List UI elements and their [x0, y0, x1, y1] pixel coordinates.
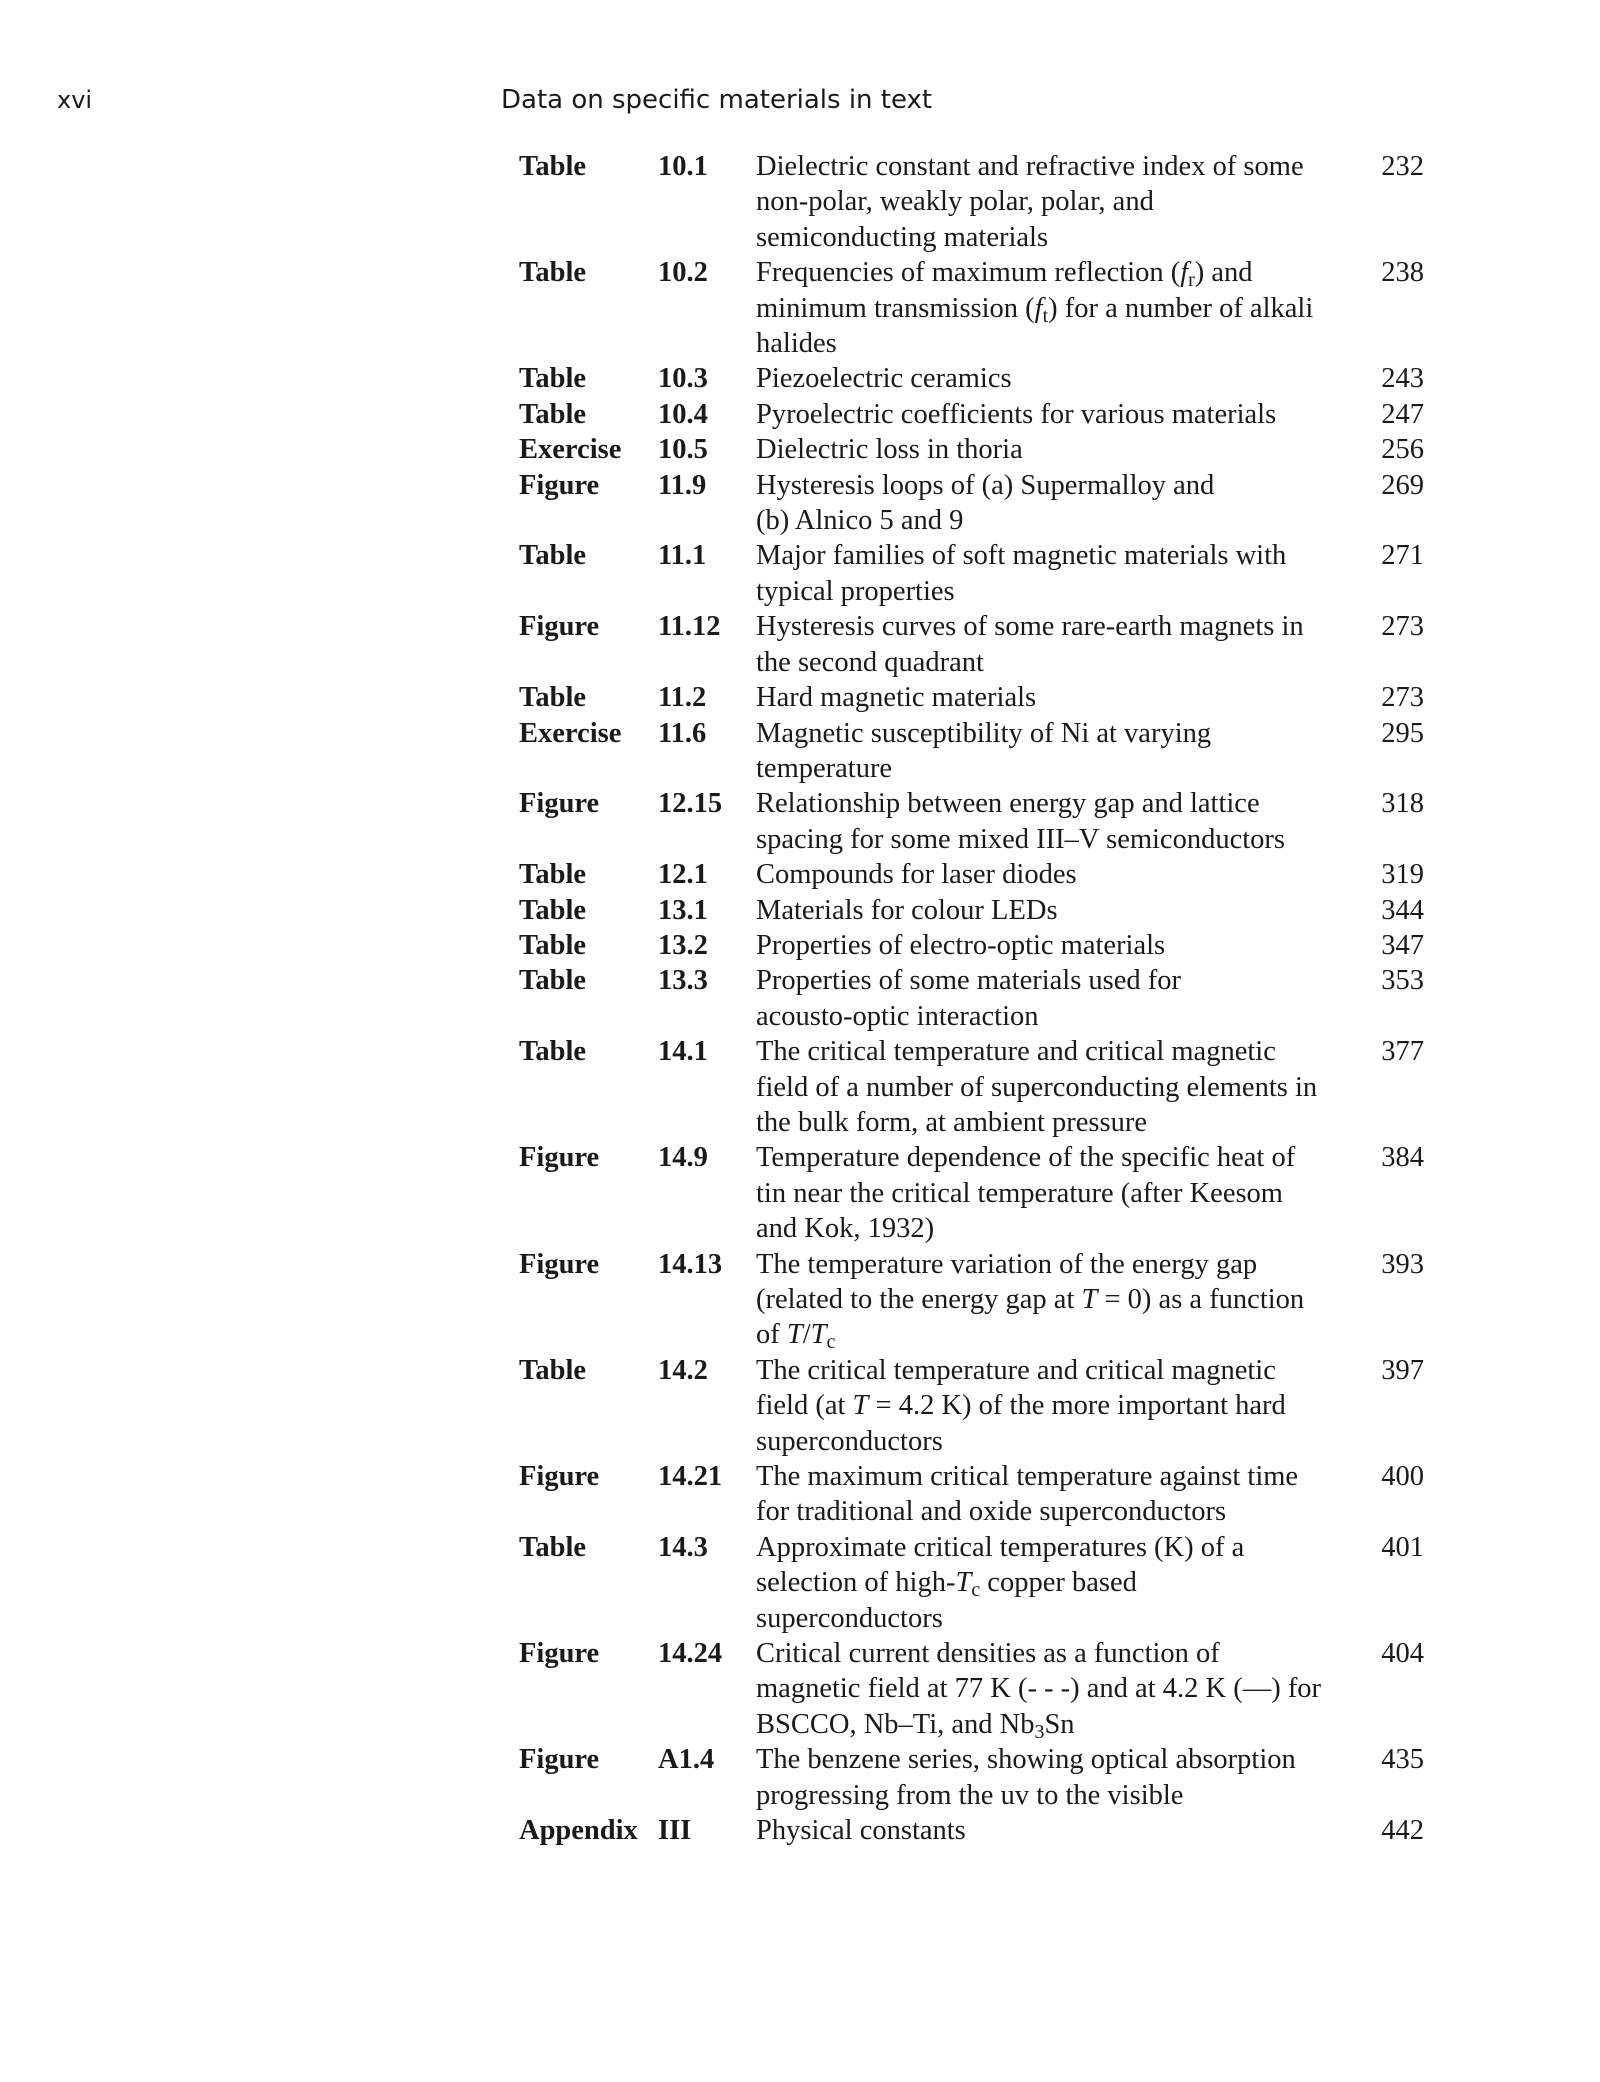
entry-page: 404 [1381, 1638, 1424, 1670]
entry-kind: Figure [519, 1142, 600, 1174]
entry-number: 13.3 [658, 965, 708, 997]
entry-kind: Figure [519, 611, 600, 643]
description-line: Frequencies of maximum reflection $(f_r)$ and [756, 257, 1253, 292]
description-line: (related to the energy gap at T = 0) as a function [756, 1284, 1305, 1315]
entry-page: 401 [1381, 1531, 1424, 1563]
entry-page: 442 [1381, 1815, 1424, 1847]
entry-description [756, 1034, 1348, 1140]
description-line: superconductors [756, 1425, 943, 1457]
list-item [519, 963, 1519, 1034]
description-line: The temperature variation of the energy gap [756, 1248, 1258, 1280]
entry-number: A1.4 [658, 1744, 715, 1776]
entry-number: 14.21 [658, 1461, 723, 1493]
entry-kind: Table [519, 1036, 587, 1068]
list-item [519, 1530, 1519, 1636]
entry-number: 11.6 [658, 717, 707, 749]
entry-page: 273 [1381, 611, 1424, 643]
entry-kind: Figure [519, 1461, 600, 1493]
description-line: Hysteresis loops of (a) Supermalloy and [756, 469, 1215, 501]
description-line: Materials for colour LEDs [756, 894, 1058, 926]
entry-description [756, 361, 1348, 396]
entry-number: 10.3 [658, 363, 708, 395]
description-line: of $T/T_c$ [756, 1319, 836, 1354]
entry-page: 344 [1381, 894, 1424, 926]
list-item [519, 468, 1519, 539]
list-item [519, 1459, 1519, 1530]
description-line: semiconducting materials [756, 221, 1049, 253]
entry-page: 397 [1381, 1354, 1424, 1386]
description-line: (b) Alnico 5 and 9 [756, 505, 964, 537]
description-line: for traditional and oxide superconductors [756, 1496, 1227, 1528]
description-line: tin near the critical temperature (after Keesom [756, 1177, 1283, 1209]
list-item [519, 255, 1519, 361]
entry-number: 14.3 [658, 1531, 708, 1563]
description-line: acousto-optic interaction [756, 1000, 1039, 1032]
entry-kind: Figure [519, 1638, 600, 1670]
entry-number: 11.1 [658, 540, 707, 572]
entry-description [756, 928, 1348, 963]
entry-number: 13.2 [658, 929, 708, 961]
description-line: Relationship between energy gap and lattice [756, 788, 1260, 820]
description-line: Piezoelectric ceramics [756, 363, 1012, 395]
entry-description [756, 786, 1348, 857]
list-item [519, 1247, 1519, 1353]
entry-description [756, 1459, 1348, 1530]
entry-page: 400 [1381, 1461, 1424, 1493]
description-line: spacing for some mixed III–V semiconductors [756, 823, 1285, 855]
page-number: xvi [57, 86, 93, 114]
entry-kind: Table [519, 682, 587, 714]
description-line: BSCCO, Nb–Ti, and $Nb_3Sn$ [756, 1708, 1075, 1743]
entry-page: 353 [1381, 965, 1424, 997]
entry-description [756, 538, 1348, 609]
description-line: field (at T = 4.2 K) of the more important hard [756, 1390, 1286, 1422]
entry-page: 295 [1381, 717, 1424, 749]
entry-description [756, 716, 1348, 787]
entry-kind: Table [519, 540, 587, 572]
description-line: Pyroelectric coefficients for various materials [756, 398, 1277, 430]
entry-description [756, 1813, 1348, 1848]
description-line: magnetic field at 77 K (- - -) and at 4.2 K (—) for [756, 1673, 1322, 1705]
entry-kind: Table [519, 1354, 587, 1386]
entry-number: 11.2 [658, 682, 707, 714]
list-item [519, 432, 1519, 467]
list-item [519, 1140, 1519, 1246]
entry-description [756, 1353, 1348, 1459]
list-item [519, 716, 1519, 787]
entry-page: 238 [1381, 257, 1424, 289]
description-line: Hard magnetic materials [756, 682, 1037, 714]
description-line: Temperature dependence of the specific heat of [756, 1142, 1296, 1174]
running-head: Data on specific materials in text [501, 85, 933, 115]
entry-description [756, 255, 1348, 361]
entry-kind: Exercise [519, 434, 622, 466]
entry-kind: Table [519, 398, 587, 430]
entry-page: 347 [1381, 929, 1424, 961]
entry-kind: Figure [519, 469, 600, 501]
description-line: minimum transmission $(f_t)$ for a number of alkali [756, 292, 1314, 327]
description-line: The critical temperature and critical magnetic [756, 1036, 1276, 1068]
entry-description [756, 1140, 1348, 1246]
entry-number: 14.24 [658, 1638, 723, 1670]
list-item [519, 609, 1519, 680]
entry-description [756, 963, 1348, 1034]
entry-number: 12.1 [658, 859, 708, 891]
description-line: superconductors [756, 1602, 943, 1634]
entry-page: 377 [1381, 1036, 1424, 1068]
description-line: field of a number of superconducting elements in [756, 1071, 1318, 1103]
entry-page: 393 [1381, 1248, 1424, 1280]
description-line: Major families of soft magnetic materials with [756, 540, 1287, 572]
list-item [519, 149, 1519, 255]
entry-page: 247 [1381, 398, 1424, 430]
entry-number: 14.2 [658, 1354, 708, 1386]
entry-number: 14.13 [658, 1248, 723, 1280]
entry-number: 10.5 [658, 434, 708, 466]
entry-number: III [658, 1815, 692, 1847]
entry-page: 269 [1381, 469, 1424, 501]
description-line: Dielectric constant and refractive index of some [756, 151, 1304, 182]
list-item [519, 893, 1519, 928]
entry-number: 14.9 [658, 1142, 708, 1174]
description-line: Properties of some materials used for [756, 965, 1182, 997]
entry-description [756, 397, 1348, 432]
entry-page: 384 [1381, 1142, 1424, 1174]
description-line: Properties of electro-optic materials [756, 929, 1166, 961]
entry-number: 10.2 [658, 257, 708, 289]
entry-description [756, 149, 1348, 255]
description-line: The critical temperature and critical magnetic [756, 1354, 1276, 1386]
entry-description [756, 432, 1348, 467]
description-line: Critical current densities as a function of [756, 1638, 1220, 1670]
entry-kind: Table [519, 363, 587, 395]
entry-page: 319 [1381, 859, 1424, 891]
entry-kind: Appendix [519, 1815, 638, 1847]
entry-number: 10.4 [658, 398, 708, 430]
entry-page: 256 [1381, 434, 1424, 466]
list-item [519, 1636, 1519, 1742]
entry-kind: Table [519, 151, 587, 182]
entry-page: 435 [1381, 1744, 1424, 1776]
entry-page: 243 [1381, 363, 1424, 395]
entry-kind: Figure [519, 1248, 600, 1280]
entry-kind: Table [519, 1531, 587, 1563]
entry-description [756, 680, 1348, 715]
description-line: Hysteresis curves of some rare-earth magnets in [756, 611, 1304, 643]
list-item [519, 538, 1519, 609]
list-item [519, 928, 1519, 963]
description-line: temperature [756, 752, 893, 784]
list-item [519, 361, 1519, 396]
entry-page: 318 [1381, 788, 1424, 820]
description-line: the second quadrant [756, 646, 984, 678]
description-line: Magnetic susceptibility of Ni at varying [756, 717, 1212, 749]
entry-description [756, 609, 1348, 680]
entry-number: 14.1 [658, 1036, 708, 1068]
description-line: Approximate critical temperatures (K) of a [756, 1531, 1245, 1563]
description-line: typical properties [756, 575, 955, 607]
description-line: the bulk form, at ambient pressure [756, 1106, 1147, 1138]
entry-description [756, 1636, 1348, 1742]
description-line: progressing from the uv to the visible [756, 1779, 1184, 1811]
entry-kind: Figure [519, 1744, 600, 1776]
entry-description [756, 1530, 1348, 1636]
entry-kind: Table [519, 965, 587, 997]
entry-kind: Table [519, 257, 587, 289]
list-item [519, 786, 1519, 857]
description-line: The benzene series, showing optical absorption [756, 1744, 1296, 1776]
entry-page: 273 [1381, 682, 1424, 714]
materials-data-list [519, 149, 1519, 1849]
entry-number: 13.1 [658, 894, 708, 926]
list-item [519, 1034, 1519, 1140]
entry-kind: Figure [519, 788, 600, 820]
entry-number: 11.12 [658, 611, 721, 643]
entry-description [756, 893, 1348, 928]
list-item [519, 1813, 1519, 1848]
entry-page: 271 [1381, 540, 1424, 572]
entry-number: 12.15 [658, 788, 723, 820]
entry-kind: Exercise [519, 717, 622, 749]
description-line: halides [756, 328, 837, 360]
entry-description [756, 1742, 1348, 1813]
description-line: Compounds for laser diodes [756, 859, 1077, 891]
entry-description [756, 1247, 1348, 1353]
description-line: and Kok, 1932) [756, 1213, 935, 1245]
description-line: Dielectric loss in thoria [756, 434, 1023, 466]
entry-number: 10.1 [658, 151, 708, 182]
entry-description [756, 857, 1348, 892]
entry-kind: Table [519, 894, 587, 926]
list-item [519, 1742, 1519, 1813]
entry-description [756, 468, 1348, 539]
entry-number: 11.9 [658, 469, 707, 501]
entry-page: 232 [1381, 151, 1424, 182]
description-line: Physical constants [756, 1815, 966, 1847]
list-item [519, 857, 1519, 892]
entry-kind: Table [519, 859, 587, 891]
description-line: non-polar, weakly polar, polar, and [756, 186, 1154, 218]
list-item [519, 1353, 1519, 1459]
description-line: selection of high-$T_c$ copper based [756, 1567, 1137, 1602]
list-item [519, 680, 1519, 715]
entry-kind: Table [519, 929, 587, 961]
list-item [519, 397, 1519, 432]
description-line: The maximum critical temperature against time [756, 1461, 1299, 1493]
